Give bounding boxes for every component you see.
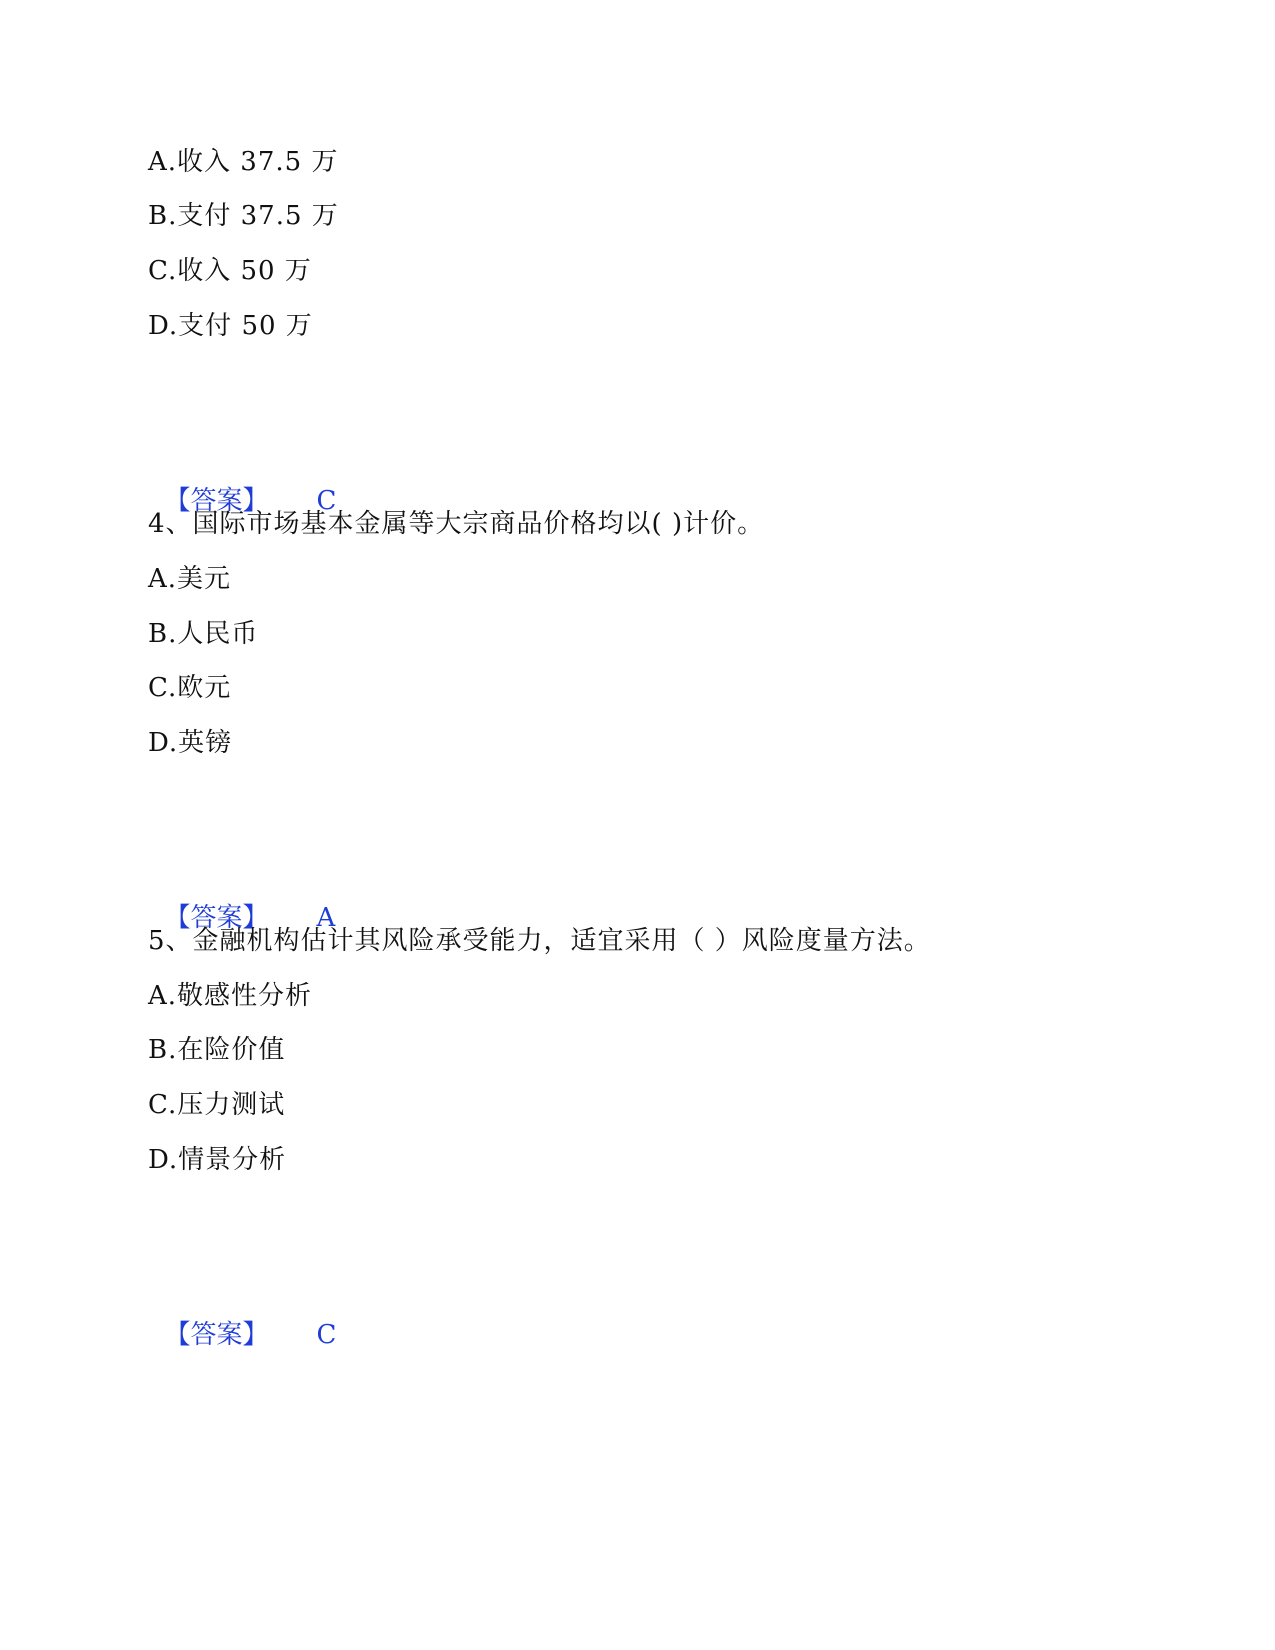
q5-option-b: B.在险价值: [148, 1035, 286, 1065]
q5-answer: [148, 1287, 336, 1351]
q3-option-d: D.支付 50 万: [148, 311, 313, 341]
q3-option-b: B.支付 37.5 万: [148, 201, 339, 231]
q5-option-a: A.敬感性分析: [148, 981, 313, 1011]
q4-answer-label: 【答案】: [164, 903, 269, 933]
q4-answer-value: A: [316, 903, 336, 933]
q5-answer-label: 【答案】: [164, 1320, 269, 1350]
q3-option-a: A.收入 37.5 万: [148, 147, 339, 177]
q4-option-a: A.美元: [148, 564, 232, 594]
q5-answer-value: C: [316, 1320, 337, 1350]
q4-option-b: B.人民币: [148, 619, 259, 649]
q3-option-c: C.收入 50 万: [148, 256, 312, 286]
q4-option-c: C.欧元: [148, 673, 232, 703]
q3-answer-label: 【答案】: [164, 486, 269, 516]
q4-option-d: D.英镑: [148, 728, 233, 758]
q3-answer-value: C: [316, 486, 337, 516]
q5-question: 5、金融机构估计其风险承受能力，适宜采用（ ）风险度量方法。: [148, 926, 931, 956]
q5-option-d: D.情景分析: [148, 1145, 287, 1175]
q5-option-c: C.压力测试: [148, 1090, 286, 1120]
q4-question: 4、国际市场基本金属等大宗商品价格均以( )计价。: [148, 509, 765, 539]
